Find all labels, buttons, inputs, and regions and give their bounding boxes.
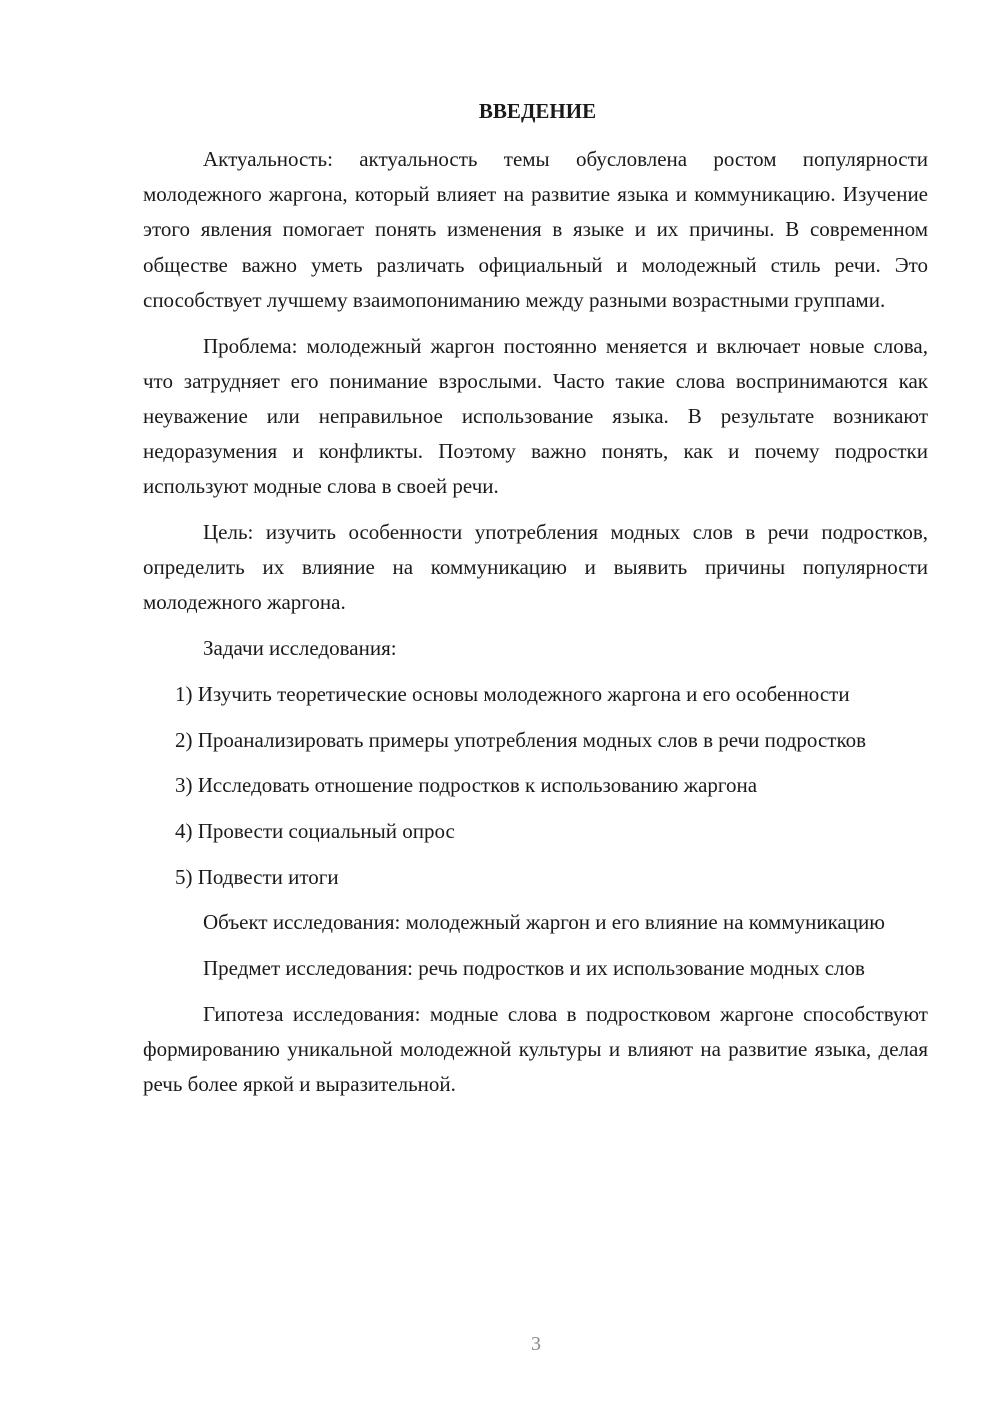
paragraph-tasks-heading: Задачи исследования: [203, 636, 397, 661]
page-number: 3 [531, 1333, 541, 1355]
task-item: 3) Исследовать отношение подростков к использованию жаргона [175, 773, 758, 798]
paragraph-subject: Предмет исследования: речь подростков и их использование модных слов [203, 956, 865, 981]
task-item: 5) Подвести итоги [175, 864, 339, 889]
paragraph-hypothesis: Гипотеза исследования: модные слова в подростковом жаргоне способствуют формированию уникальной молодежной культуры и влияют на развитие языка, делая речь более яркой и выразительной. [143, 1001, 928, 1097]
paragraph-goal: Цель: изучить особенности употребления модных слов в речи подростков, определить их влияние на коммуникацию и выявить причины популярности молодежного жаргона. [143, 520, 928, 615]
paragraph-problem: Проблема: молодежный жаргон постоянно меняется и включает новые слова, что затрудняет его понимание взрослыми. Часто такие слова воспринимаются как неуважение или неправильное использование языка. В результате возникают недоразумения и конфликты. Поэтому важно понять, как и почему подростки используют модные слова в своей речи. [143, 333, 928, 499]
paragraph-object: Объект исследования: молодежный жаргон и его влияние на коммуникацию [203, 910, 885, 935]
document-page [143, 94, 928, 1113]
task-item: 1) Изучить теоретические основы молодежного жаргона и его особенности [175, 681, 850, 706]
section-title: ВВЕДЕНИЕ [478, 99, 597, 123]
task-item: 4) Провести социальный опрос [175, 818, 455, 843]
task-item: 2) Проанализировать примеры употребления модных слов в речи подростков [175, 727, 866, 752]
paragraph-relevance: Актуальность: актуальность темы обусловлена ростом популярности молодежного жаргона, который влияет на развитие языка и коммуникацию. Изучение этого явления помогает понять изменения в языке и их причины. В современном обществе важно уметь различать официальный и молодежный стиль речи. Это способствует лучшему взаимопониманию между разными возрастными группами. [143, 147, 928, 312]
